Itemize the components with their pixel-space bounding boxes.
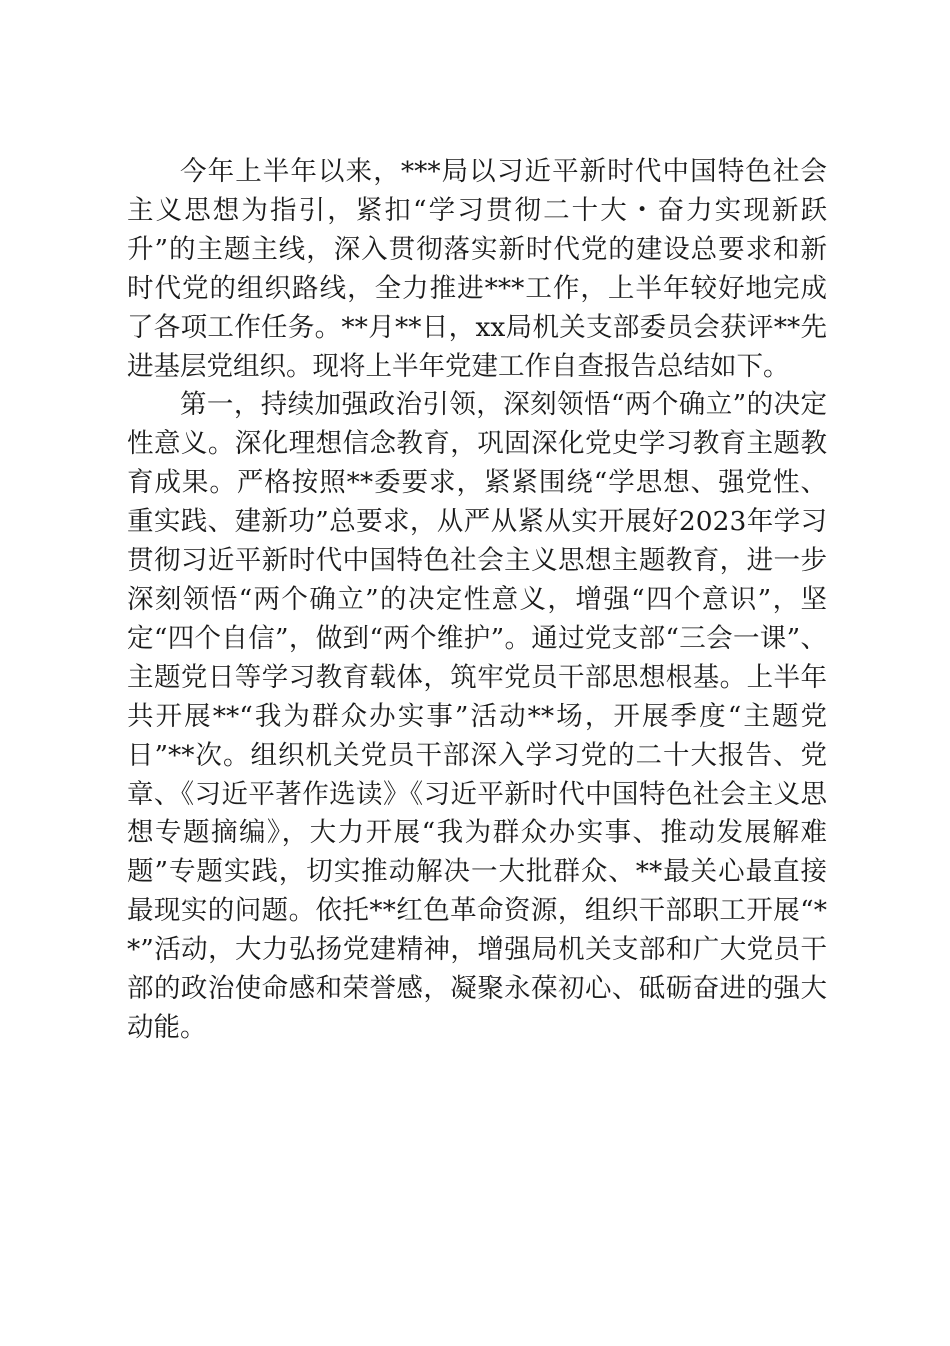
document-body (127, 153, 827, 1048)
paragraph-intro: 今年上半年以来，***局以习近平新时代中国特色社会主义思想为指引，紧扣“学习贯彻二十大・奋力实现新跃升”的主题主线，深入贯彻落实新时代党的建设总要求和新时代党的组织路线，全力推进***工作，上半年较好地完成了各项工作任务。**月**日，xx局机关支部委员会获评**先进基层党组织。现将上半年党建工作自查报告总结如下。 (127, 156, 827, 382)
paragraph-political-leadership: 第一，持续加强政治引领，深刻领悟“两个确立”的决定性意义。深化理想信念教育，巩固深化党史学习教育主题教育成果。严格按照**委要求，紧紧围绕“学思想、强党性、重实践、建新功”总要求，从严从紧从实开展好2023年学习贯彻习近平新时代中国特色社会主义思想主题教育，进一步深刻领悟“两个确立”的决定性意义，增强“四个意识”，坚定“四个自信”，做到“两个维护”。通过党支部“三会一课”、主题党日等学习教育载体，筑牢党员干部思想根基。上半年共开展**“我为群众办实事”活动**场，开展季度“主题党日”**次。组织机关党员干部深入学习党的二十大报告、党章、《习近平著作选读》《习近平新时代中国特色社会主义思想专题摘编》，大力开展“我为群众办实事、推动发展解难题”专题实践，切实推动解决一大批群众、**最关心最直接最现实的问题。依托**红色革命资源，组织干部职工开展“**”活动，大力弘扬党建精神，增强局机关支部和广大党员干部的政治使命感和荣誉感，凝聚永葆初心、砥砺奋进的强大动能。 (127, 389, 827, 1043)
